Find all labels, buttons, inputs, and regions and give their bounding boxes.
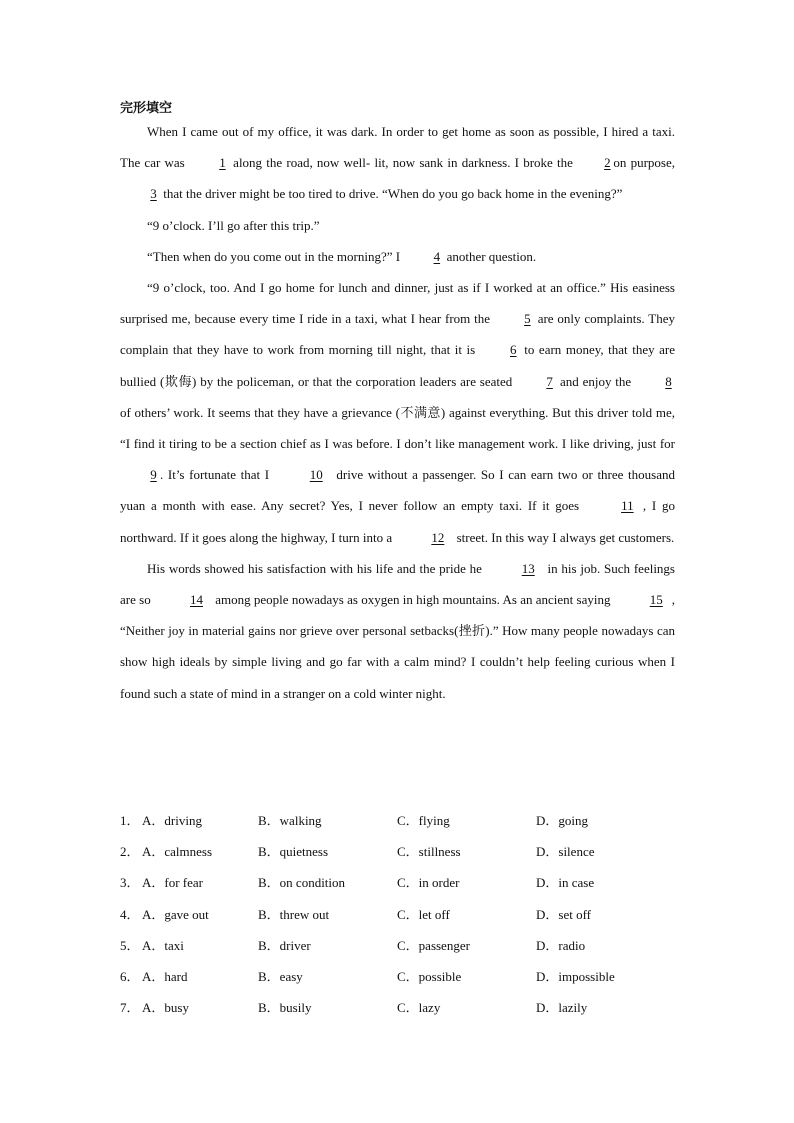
option-c: C．flying — [397, 813, 450, 829]
option-a: A．for fear — [142, 875, 203, 891]
blank-9: 9 — [150, 467, 157, 483]
passage-text: . It’s fortunate that I — [160, 467, 274, 483]
answer-options — [120, 804, 680, 1022]
question-row-2 — [120, 835, 680, 866]
option-d: D．lazily — [536, 1000, 588, 1016]
paragraph-3 — [120, 241, 675, 272]
option-a: A．taxi — [142, 937, 184, 953]
passage-text: of others’ work. It seems that they have a grievance (不满意) against everything. But this driver told me, “I find it tiring to be a section chief as I was before. I don’t like management work. I like driving, just for — [120, 404, 675, 452]
blank-11: 11 — [621, 498, 634, 514]
passage-text: that the driver might be too tired to drive. “When do you go back home in the evening?” — [160, 186, 623, 202]
paragraph-2: “9 o’clock. I’ll go after this trip.” — [147, 217, 320, 233]
option-b: B．on condition — [258, 875, 346, 891]
option-c: C．lazy — [397, 1000, 441, 1016]
option-b: B．threw out — [258, 906, 330, 922]
passage-text: along the road, now well- lit, now sank in darkness. I broke the — [228, 155, 578, 171]
option-a: A．calmness — [142, 844, 213, 860]
question-number: 4． — [120, 906, 140, 922]
question-row-6 — [120, 960, 680, 991]
option-d: D．impossible — [536, 969, 615, 985]
passage-text: street. In this way I always get customers. — [453, 529, 675, 545]
option-d: D．set off — [536, 906, 592, 922]
passage-text: are only complaints. They complain that they have to work from morning till night, that it is — [120, 311, 675, 358]
option-b: B．walking — [258, 813, 322, 829]
question-number: 5． — [120, 937, 140, 953]
paragraph-1 — [120, 116, 675, 210]
passage-text: in his job. Such feelings are so — [120, 560, 675, 608]
option-d: D．in case — [536, 875, 595, 891]
paragraph-5 — [120, 553, 675, 709]
passage-text: , “Neither joy in material gains nor grieve over personal setbacks(挫折).” How many people nowadays can show high ideals by simple living and go far with a calm mind? I couldn’t help feeling curious when I found such a state of mind in a stranger on a cold winter night. — [120, 592, 676, 701]
cloze-passage — [120, 116, 675, 709]
question-number: 2． — [120, 844, 140, 860]
option-c: C．let off — [397, 906, 450, 922]
question-row-5 — [120, 929, 680, 960]
option-a: A．busy — [142, 1000, 189, 1016]
blank-8: 8 — [665, 373, 672, 389]
blank-6: 6 — [510, 342, 517, 358]
question-row-1 — [120, 804, 680, 835]
passage-text: His words showed his satisfaction with his life and the pride he — [147, 560, 486, 576]
option-c: C．in order — [397, 875, 460, 891]
question-row-3 — [120, 866, 680, 897]
blank-15: 15 — [649, 592, 663, 608]
option-c: C．stillness — [397, 844, 461, 860]
passage-text: drive without a passenger. So I can earn two or three thousand yuan a month with ease. Any secret? Yes, I never follow an empty taxi. If it goes — [120, 467, 675, 514]
question-number: 1． — [120, 813, 140, 829]
paragraph-4 — [120, 272, 675, 553]
passage-text: another question. — [443, 248, 537, 264]
passage-text: to earn money, that they are bullied (欺侮) by the policeman, or that the corporation leaders are seated — [120, 342, 675, 389]
blank-2: 2 — [604, 155, 611, 171]
passage-text: When I came out of my office, it was dark. In order to get home as soon as possible, I hired a taxi. The car was — [120, 124, 675, 171]
passage-text: and enjoy the — [556, 373, 636, 389]
question-number: 7． — [120, 1000, 140, 1016]
blank-7: 7 — [546, 373, 553, 389]
option-c: C．possible — [397, 969, 462, 985]
section-title: 完形填空 — [120, 101, 173, 116]
question-row-4 — [120, 898, 680, 929]
blank-3: 3 — [150, 186, 157, 202]
option-a: A．hard — [142, 969, 188, 985]
option-d: D．radio — [536, 937, 586, 953]
option-c: C．passenger — [397, 937, 470, 953]
option-b: B．easy — [258, 969, 303, 985]
blank-10: 10 — [309, 467, 323, 483]
option-a: A．gave out — [142, 906, 209, 922]
passage-text: , I go northward. If it goes along the highway, I turn into a — [120, 498, 675, 545]
blank-14: 14 — [189, 592, 203, 608]
passage-text: “Then when do you come out in the morning?” I — [147, 248, 404, 264]
question-row-7 — [120, 991, 680, 1022]
passage-text: on purpose, — [609, 155, 675, 171]
blank-13: 13 — [521, 560, 535, 576]
question-number: 3． — [120, 875, 140, 891]
passage-text: “9 o’clock, too. And I go home for lunch and dinner, just as if I worked at an office.” His easiness surprised me, because every time I ride in a taxi, what I hear from the — [120, 280, 675, 327]
option-b: B．quietness — [258, 844, 329, 860]
option-b: B．driver — [258, 937, 311, 953]
option-a: A．driving — [142, 813, 202, 829]
blank-12: 12 — [431, 529, 445, 545]
option-b: B．busily — [258, 1000, 312, 1016]
option-d: D．going — [536, 813, 589, 829]
blank-5: 5 — [524, 311, 531, 327]
option-d: D．silence — [536, 844, 595, 860]
blank-4: 4 — [433, 248, 441, 264]
question-number: 6． — [120, 969, 140, 985]
passage-text: among people nowadays as oxygen in high mountains. As an ancient saying — [211, 592, 614, 608]
blank-1: 1 — [219, 155, 226, 171]
